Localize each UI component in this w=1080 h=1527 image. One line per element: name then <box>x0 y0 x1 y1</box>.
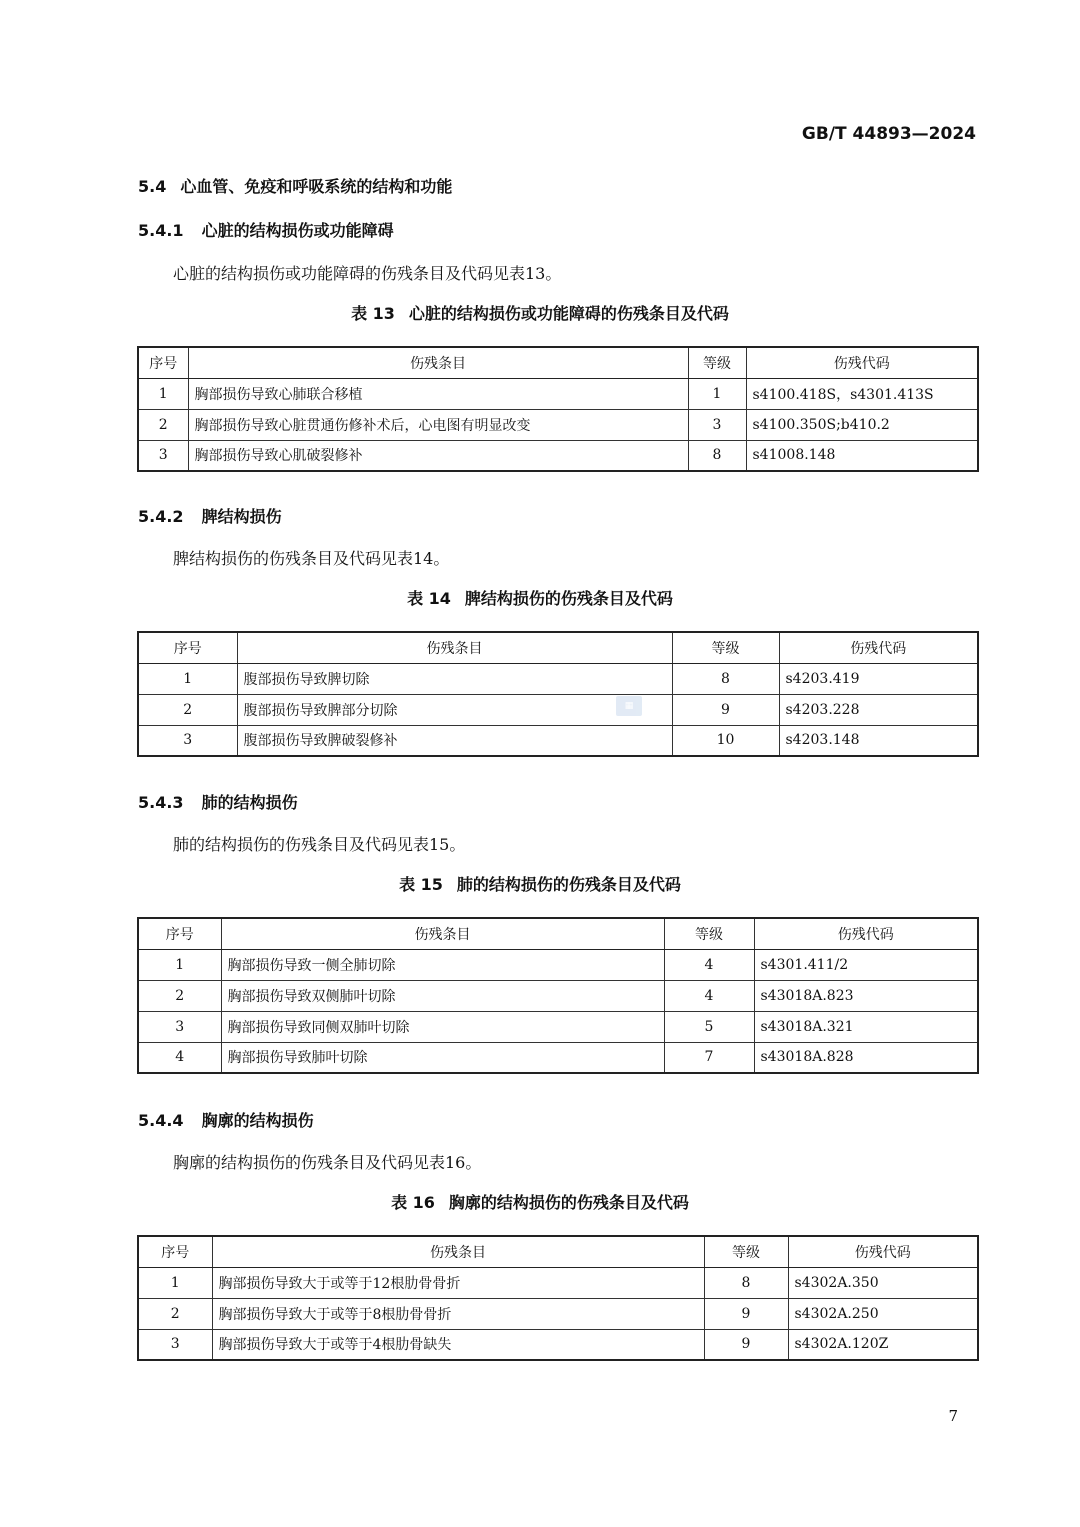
cell-seq: 1 <box>138 378 188 409</box>
cell-grade: 5 <box>664 1011 754 1042</box>
table-row <box>138 440 978 471</box>
section-title: 心血管、免疫和呼吸系统的结构和功能 <box>180 177 453 196</box>
header-code: 伤残代码 <box>779 632 978 663</box>
subsection-title: 胸廓的结构损伤 <box>201 1111 314 1130</box>
cell-seq: 2 <box>138 1298 212 1329</box>
table-row <box>138 378 978 409</box>
header-grade: 等级 <box>704 1236 788 1267</box>
cell-item: 胸部损伤导致同侧双肺叶切除 <box>221 1011 664 1042</box>
subsection-heading <box>138 504 282 527</box>
table-caption <box>0 872 1080 895</box>
cell-code: s43018A.321 <box>754 1011 978 1042</box>
table-caption-text: 肺的结构损伤的伤残条目及代码 <box>456 875 681 894</box>
cell-grade: 9 <box>672 694 779 725</box>
table-caption-text: 胸廓的结构损伤的伤残条目及代码 <box>448 1193 689 1212</box>
header-item: 伤残条目 <box>237 632 672 663</box>
table-row <box>138 663 978 694</box>
table-16 <box>137 1235 979 1361</box>
cell-seq: 1 <box>138 663 237 694</box>
cell-code: s4302A.350 <box>788 1267 978 1298</box>
cell-code: s4301.411/2 <box>754 949 978 980</box>
table-row <box>138 1298 978 1329</box>
table-caption-number: 表 16 <box>391 1193 435 1212</box>
header-grade: 等级 <box>688 347 746 378</box>
header-item: 伤残条目 <box>188 347 688 378</box>
cell-grade: 7 <box>664 1042 754 1073</box>
cell-code: s4203.148 <box>779 725 978 756</box>
page-number: 7 <box>948 1407 958 1425</box>
cell-grade: 10 <box>672 725 779 756</box>
header-grade: 等级 <box>664 918 754 949</box>
subsection-number: 5.4.4 <box>138 1111 184 1130</box>
paragraph: 胸廓的结构损伤的伤残条目及代码见表16。 <box>173 1153 482 1172</box>
table-row <box>138 1329 978 1360</box>
cell-item: 胸部损伤导致一侧全肺切除 <box>221 949 664 980</box>
cell-grade: 8 <box>704 1267 788 1298</box>
cell-item: 腹部损伤导致脾切除 <box>237 663 672 694</box>
table-caption-text: 心脏的结构损伤或功能障碍的伤残条目及代码 <box>408 304 729 323</box>
table-caption <box>0 1190 1080 1213</box>
header-code: 伤残代码 <box>754 918 978 949</box>
section-heading <box>138 174 452 197</box>
cell-item: 腹部损伤导致脾部分切除 <box>237 694 672 725</box>
header-grade: 等级 <box>672 632 779 663</box>
header-seq: 序号 <box>138 632 237 663</box>
table-caption-number: 表 13 <box>351 304 395 323</box>
cell-item: 胸部损伤导致心脏贯通伤修补术后，心电图有明显改变 <box>188 409 688 440</box>
subsection-number: 5.4.1 <box>138 221 184 240</box>
subsection-title: 脾结构损伤 <box>201 507 282 526</box>
subsection-heading <box>138 218 394 241</box>
cell-code: s4203.419 <box>779 663 978 694</box>
table-caption-number: 表 15 <box>399 875 443 894</box>
cell-seq: 2 <box>138 694 237 725</box>
subsection-heading <box>138 790 298 813</box>
cell-seq: 1 <box>138 1267 212 1298</box>
table-caption-text: 脾结构损伤的伤残条目及代码 <box>464 589 673 608</box>
cell-item: 腹部损伤导致脾破裂修补 <box>237 725 672 756</box>
subsection-heading <box>138 1108 314 1131</box>
cell-seq: 3 <box>138 1329 212 1360</box>
cell-item: 胸部损伤导致心肺联合移植 <box>188 378 688 409</box>
cell-seq: 3 <box>138 440 188 471</box>
header-code: 伤残代码 <box>746 347 978 378</box>
cell-item: 胸部损伤导致大于或等于8根肋骨骨折 <box>212 1298 704 1329</box>
subsection-number: 5.4.2 <box>138 507 184 526</box>
header-seq: 序号 <box>138 918 221 949</box>
cell-item: 胸部损伤导致肺叶切除 <box>221 1042 664 1073</box>
cell-item: 胸部损伤导致大于或等于12根肋骨骨折 <box>212 1267 704 1298</box>
table-row <box>138 980 978 1011</box>
cell-seq: 1 <box>138 949 221 980</box>
cell-code: s41008.148 <box>746 440 978 471</box>
cell-code: s4302A.120Z <box>788 1329 978 1360</box>
table-row <box>138 1011 978 1042</box>
cell-grade: 9 <box>704 1298 788 1329</box>
cell-grade: 1 <box>688 378 746 409</box>
cell-grade: 4 <box>664 980 754 1011</box>
cell-grade: 9 <box>704 1329 788 1360</box>
header-code: 伤残代码 <box>788 1236 978 1267</box>
cell-seq: 3 <box>138 725 237 756</box>
subsection-title: 心脏的结构损伤或功能障碍 <box>201 221 394 240</box>
section-number: 5.4 <box>138 177 167 196</box>
paragraph: 肺的结构损伤的伤残条目及代码见表15。 <box>173 835 466 854</box>
subsection-number: 5.4.3 <box>138 793 184 812</box>
paragraph: 脾结构损伤的伤残条目及代码见表14。 <box>173 549 450 568</box>
cell-code: s43018A.828 <box>754 1042 978 1073</box>
paragraph: 心脏的结构损伤或功能障碍的伤残条目及代码见表13。 <box>173 264 562 283</box>
cell-grade: 8 <box>688 440 746 471</box>
table-row <box>138 409 978 440</box>
cell-code: s43018A.823 <box>754 980 978 1011</box>
cell-code: s4100.350S;b410.2 <box>746 409 978 440</box>
cell-item: 胸部损伤导致双侧肺叶切除 <box>221 980 664 1011</box>
cell-grade: 3 <box>688 409 746 440</box>
watermark-logo: ▦ <box>616 696 642 716</box>
cell-code: s4203.228 <box>779 694 978 725</box>
table-caption <box>0 301 1080 324</box>
subsection-title: 肺的结构损伤 <box>201 793 298 812</box>
table-row <box>138 949 978 980</box>
table-row <box>138 694 978 725</box>
table-row <box>138 1267 978 1298</box>
cell-seq: 3 <box>138 1011 221 1042</box>
table-caption-number: 表 14 <box>407 589 451 608</box>
cell-seq: 2 <box>138 980 221 1011</box>
table-row <box>138 1042 978 1073</box>
table-15 <box>137 917 979 1074</box>
cell-seq: 2 <box>138 409 188 440</box>
cell-code: s4100.418S，s4301.413S <box>746 378 978 409</box>
table-row <box>138 725 978 756</box>
cell-item: 胸部损伤导致大于或等于4根肋骨缺失 <box>212 1329 704 1360</box>
table-14 <box>137 631 979 757</box>
standard-number: GB/T 44893—2024 <box>801 124 976 144</box>
header-item: 伤残条目 <box>221 918 664 949</box>
header-item: 伤残条目 <box>212 1236 704 1267</box>
cell-grade: 4 <box>664 949 754 980</box>
cell-code: s4302A.250 <box>788 1298 978 1329</box>
cell-seq: 4 <box>138 1042 221 1073</box>
table-caption <box>0 586 1080 609</box>
header-seq: 序号 <box>138 347 188 378</box>
cell-grade: 8 <box>672 663 779 694</box>
header-seq: 序号 <box>138 1236 212 1267</box>
table-13 <box>137 346 979 472</box>
cell-item: 胸部损伤导致心肌破裂修补 <box>188 440 688 471</box>
